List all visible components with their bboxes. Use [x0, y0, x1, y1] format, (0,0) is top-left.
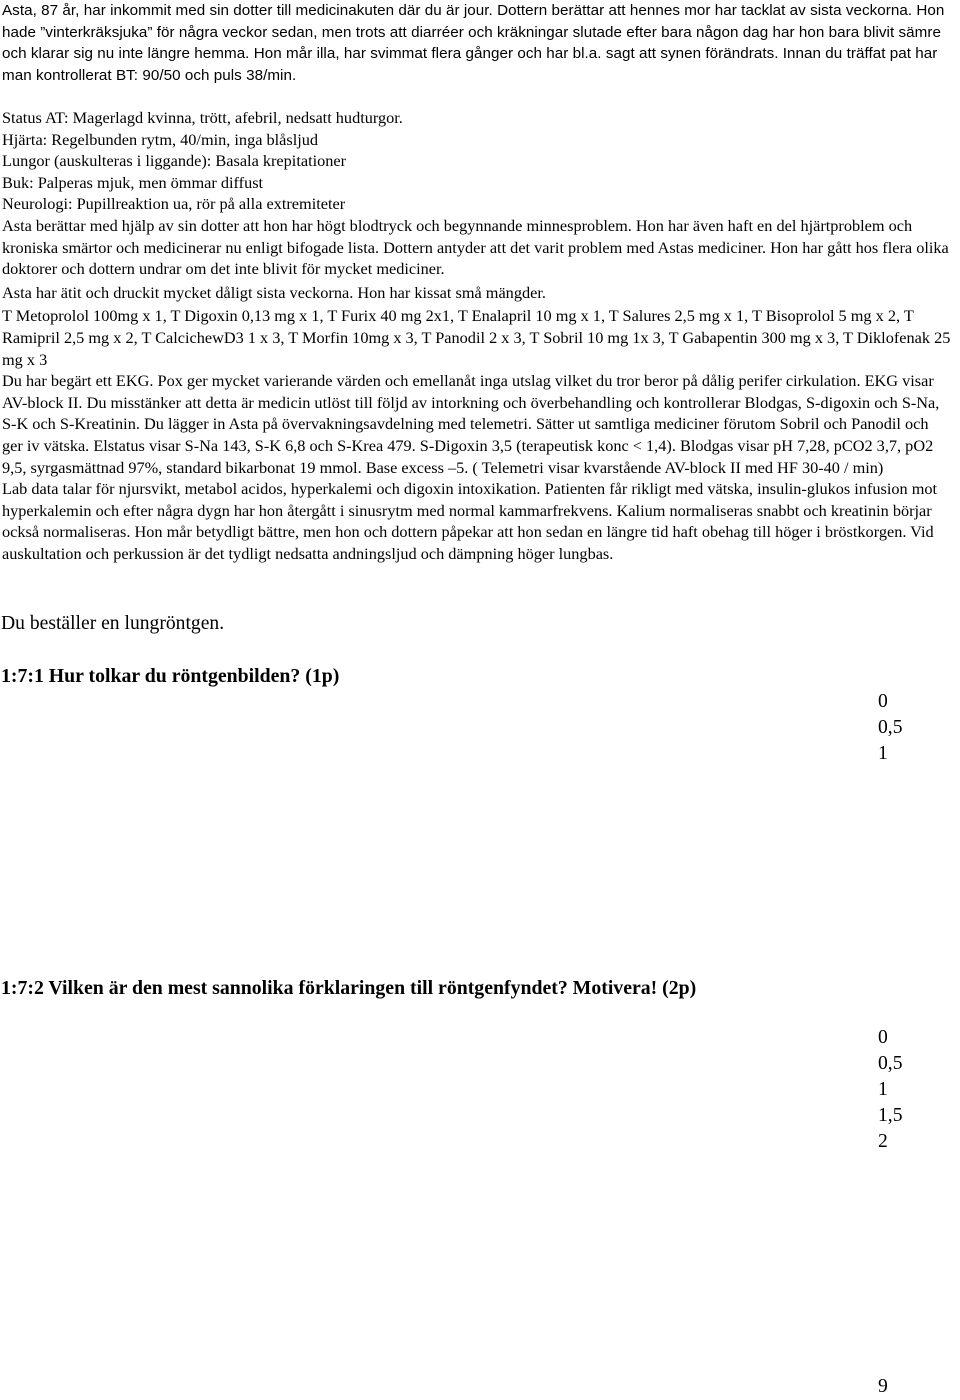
outcome-paragraph: Lab data talar för njursvikt, metabol acidos, hyperkalemi och digoxin intoxikation. Patienten får rikligt med vätska, insulin-glukos infusion mot hyperkalemin och efter några dygn har hon återgått i sinusrytm med normal kammarfrekvens. Kalium normaliseras snabbt och kreatinin börjar också normaliseras. Hon mår betydligt bättre, men hon och dottern påpekar att hon sedan en längre tid haft obehag till höger i bröstkorgen. Vid auskultation och perkussion är det tydligt nedsatta andningsljud och dämpning höger lungbas.: [2, 479, 938, 563]
score-option: 0,5: [878, 1053, 903, 1074]
history-paragraph: Asta berättar med hjälp av sin dotter att hon har högt blodtryck och begynnande minnesproblem. Hon har även haft en del hjärtproblem och kroniska smärtor och medicinerar nu enligt bifogade lista. Dottern antyder att det varit problem med Astas mediciner. Hon har gått hos flera olika doktorer och dottern undrar om det inte blivit för mycket mediciner.: [2, 215, 949, 279]
case-intro-paragraph: Asta, 87 år, har inkommit med sin dotter till medicinakuten där du är jour. Dottern berättar att hennes mor har tacklat av sista veckorna. Hon hade ”vinterkräksjuka” för några veckor sedan, men trots att diarréer och kräkningar slutade efter bara någon dag har hon bara blivit sämre och klarar sig nu inte längre hemma. Hon mår illa, har svimmat flera gånger och har bl.a. sagt att synen förändrats. Innan du träffat pat har man kontrollerat BT: 90/50 och puls 38/min.: [2, 2, 945, 84]
status-line: Status AT: Magerlagd kvinna, trött, afebril, nedsatt hudturgor.: [2, 108, 403, 127]
case-intro-section: [0, 0, 956, 86]
question-1-7-1: 1:7:1 Hur tolkar du röntgenbilden? (1p): [1, 665, 340, 687]
question-1-7-2: 1:7:2 Vilken är den mest sannolika förklaringen till röntgenfyndet? Motivera! (2p): [1, 977, 697, 999]
medication-list: T Metoprolol 100mg x 1, T Digoxin 0,13 mg x 1, T Furix 40 mg 2x1, T Enalapril 10 mg x 1, T Salures 2,5 mg x 1, T Bisoprolol 5 mg x 2, T Ramipril 2,5 mg x 2, T CalcichewD3 1 x 3, T Morfin 10mg x 3, T Panodil 2 x 3, T Sobril 10 mg 1x 3, T Gabapentin 300 mg x 3, T Diklofenak 25 mg x 3: [2, 306, 951, 369]
page-number: 9: [878, 1376, 888, 1397]
score-option: 1: [878, 1079, 888, 1100]
score-option: 0,5: [878, 717, 903, 738]
score-option: 2: [878, 1131, 888, 1152]
case-details-section: [0, 107, 956, 564]
heart-line: Hjärta: Regelbunden rytm, 40/min, inga blåsljud: [2, 129, 319, 149]
score-option: 1: [878, 743, 888, 764]
score-options-q1: [878, 689, 903, 767]
xray-order-text: Du beställer en lungröntgen.: [1, 613, 225, 634]
abdomen-line: Buk: Palperas mjuk, men ömmar diffust: [2, 172, 264, 192]
lungs-line: Lungor (auskulteras i liggande): Basala krepitationer: [2, 151, 347, 171]
intake-paragraph: Asta har ätit och druckit mycket dåligt sista veckorna. Hon har kissat små mängder.: [2, 282, 546, 302]
score-option: 1,5: [878, 1105, 903, 1126]
neurology-line: Neurologi: Pupillreaktion ua, rör på alla extremiteter: [2, 194, 346, 214]
score-option: 0: [878, 1027, 888, 1048]
workup-paragraph: Du har begärt ett EKG. Pox ger mycket varierande värden och emellanåt inga utslag vilket du tror beror på dålig perifer cirkulation. EKG visar AV-block II. Du misstänker att detta är medicin utlöst till följd av intorkning och överbehandling och kontrollerar Blodgas, S-digoxin och S-Na, S-K och S-Kreatinin. Du lägger in Asta på övervakningsavdelning med telemetri. Sätter ut samtliga mediciner förutom Sobril och Panodil och ger iv vätska. Elstatus visar S-Na 143, S-K 6,8 och S-Krea 479. S-Digoxin 3,5 (terapeutisk konc < 1,4). Blodgas visar pH 7,28, pCO2 3,7, pO2 9,5, syrgasmättnad 97%, standard bikarbonat 19 mmol. Base excess –5. ( Telemetri visar kvarstående AV-block II med HF 30-40 / min): [2, 371, 940, 477]
score-options-q2: [878, 1025, 903, 1155]
score-option: 0: [878, 691, 888, 712]
